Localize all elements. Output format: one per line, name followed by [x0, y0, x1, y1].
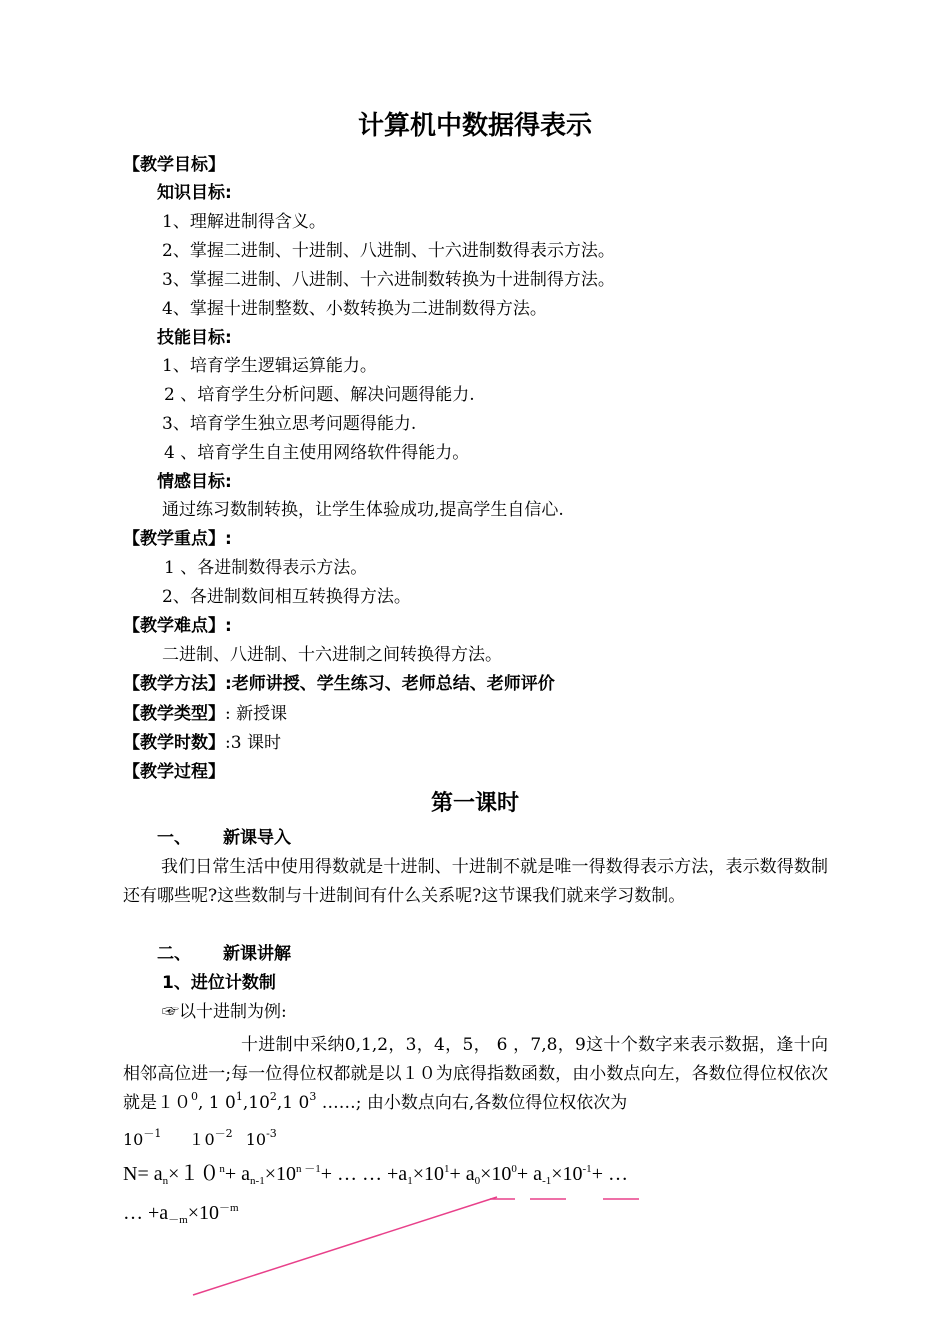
formula-term: ×10	[480, 1163, 512, 1185]
weight-neg3: 10	[245, 1130, 267, 1149]
knowledge-item: 2、掌握二进制、十进制、八进制、十六进制数得表示方法。	[162, 241, 615, 261]
skills-heading: 技能目标:	[157, 328, 232, 348]
objectives-heading: 【教学目标】	[123, 155, 225, 175]
exp-1: 1	[235, 1090, 243, 1103]
skills-item: 1、培育学生逻辑运算能力。	[162, 356, 377, 376]
formula-term: ×１０	[168, 1163, 220, 1185]
formula-sub: －m	[168, 1214, 188, 1226]
decimal-text-d: ,1 0	[276, 1093, 310, 1113]
formula-term: ×10	[551, 1163, 583, 1185]
formula-sub: n-1	[250, 1175, 265, 1187]
exp-3: 3	[309, 1090, 317, 1103]
type-text: : 新授课	[225, 704, 288, 724]
formula-sup: －m	[219, 1202, 239, 1214]
formula-sup: n －1	[296, 1163, 321, 1175]
exp-2: 2	[269, 1090, 277, 1103]
formula-term: ×10	[412, 1163, 444, 1185]
formula-sup: n	[219, 1163, 225, 1175]
process-heading: 【教学过程】	[123, 762, 225, 782]
decimal-text-a: 十进制中采纳0,1,2，3，4，5， 6 ，7,8，9这十个数字来表示数据，逢十向相邻高位进一;每一位得位权都就是以１０为底得指数函数，由小数点向左，各数位得位权依次就是１０	[123, 1035, 828, 1113]
type-heading: 【教学类型】	[123, 704, 225, 724]
skills-item: 4 、培育学生自主使用网络软件得能力。	[164, 443, 470, 463]
hours-text: :3 课时	[225, 733, 281, 753]
subsection-title: 1、进位计数制	[162, 973, 276, 993]
formula-term: ×10	[264, 1163, 296, 1185]
method-heading: 【教学方法】	[123, 674, 225, 694]
section1-text: 我们日常生活中使用得数就是十进制、十进制不就是唯一得数得表示方法，表示数得数制还有哪些呢?这些数制与十进制间有什么关系呢?这节课我们就来学习数制。	[123, 857, 828, 906]
emotion-text: 通过练习数制转换，让学生体验成功,提高学生自信心.	[162, 500, 564, 520]
annotation-arrow-line	[193, 1197, 497, 1295]
knowledge-item: 1、理解进制得含义。	[162, 212, 326, 232]
keypoints-heading: 【教学重点】:	[123, 529, 232, 549]
formula-sup: 1	[443, 1163, 450, 1175]
section2-title: 新课讲解	[223, 944, 291, 964]
formula-term: + a	[224, 1163, 251, 1185]
formula-term: N= a	[123, 1163, 163, 1185]
weight-neg2-exp: －2	[214, 1127, 233, 1140]
weight-neg3-exp: -3	[266, 1127, 277, 1140]
difficulty-text: 二进制、八进制、十六进制之间转换得方法。	[162, 645, 502, 665]
formula-sub: 1	[407, 1175, 413, 1187]
formula-sup: 0	[511, 1163, 517, 1175]
section1-title: 新课导入	[223, 828, 291, 848]
formula-term: + … … +a	[320, 1163, 408, 1185]
formula-sub: n	[162, 1175, 169, 1187]
hours-heading: 【教学时数】	[123, 733, 225, 753]
exp-0: 0	[191, 1090, 198, 1103]
example-label: ☞以十进制为例:	[162, 1002, 287, 1022]
weight-neg1: 10	[123, 1130, 144, 1149]
page-title: 计算机中数据得表示	[357, 111, 592, 141]
decimal-text-b: , 1 0	[198, 1093, 236, 1113]
formula-term: + …	[591, 1163, 628, 1185]
lesson-heading: 第一课时	[430, 791, 519, 816]
knowledge-item: 3、掌握二进制、八进制、十六进制数转换为十进制得方法。	[162, 270, 615, 290]
section2-number: 二、	[157, 944, 191, 964]
formula-term: … +a	[123, 1202, 169, 1224]
formula-sup: -1	[582, 1163, 592, 1175]
knowledge-item: 4、掌握十进制整数、小数转换为二进制数得方法。	[162, 299, 547, 319]
difficulty-heading: 【教学难点】:	[123, 616, 232, 636]
method-text: :老师讲授、学生练习、老师总结、老师评价	[225, 674, 555, 694]
knowledge-heading: 知识目标:	[157, 183, 232, 203]
formula-term: ×10	[187, 1202, 219, 1224]
emotion-heading: 情感目标:	[157, 472, 232, 492]
keypoints-item: 1 、各进制数得表示方法。	[164, 558, 368, 578]
formula-sub: 0	[474, 1175, 481, 1187]
section1-number: 一、	[157, 828, 191, 848]
keypoints-item: 2、各进制数间相互转换得方法。	[162, 587, 411, 607]
skills-item: 3、培育学生独立思考问题得能力.	[162, 414, 417, 434]
formula-term: + a	[449, 1163, 475, 1185]
weight-neg1-exp: －1	[143, 1127, 162, 1140]
decimal-text-c: ,10	[242, 1093, 270, 1113]
formula-sub: -1	[542, 1175, 552, 1187]
weight-neg2: １0	[188, 1130, 215, 1149]
decimal-text-e: ……; 由小数点向右,各数位得位权依次为	[316, 1093, 628, 1113]
formula-term: + a	[516, 1163, 543, 1185]
skills-item: 2 、培育学生分析问题、解决问题得能力.	[164, 385, 475, 405]
